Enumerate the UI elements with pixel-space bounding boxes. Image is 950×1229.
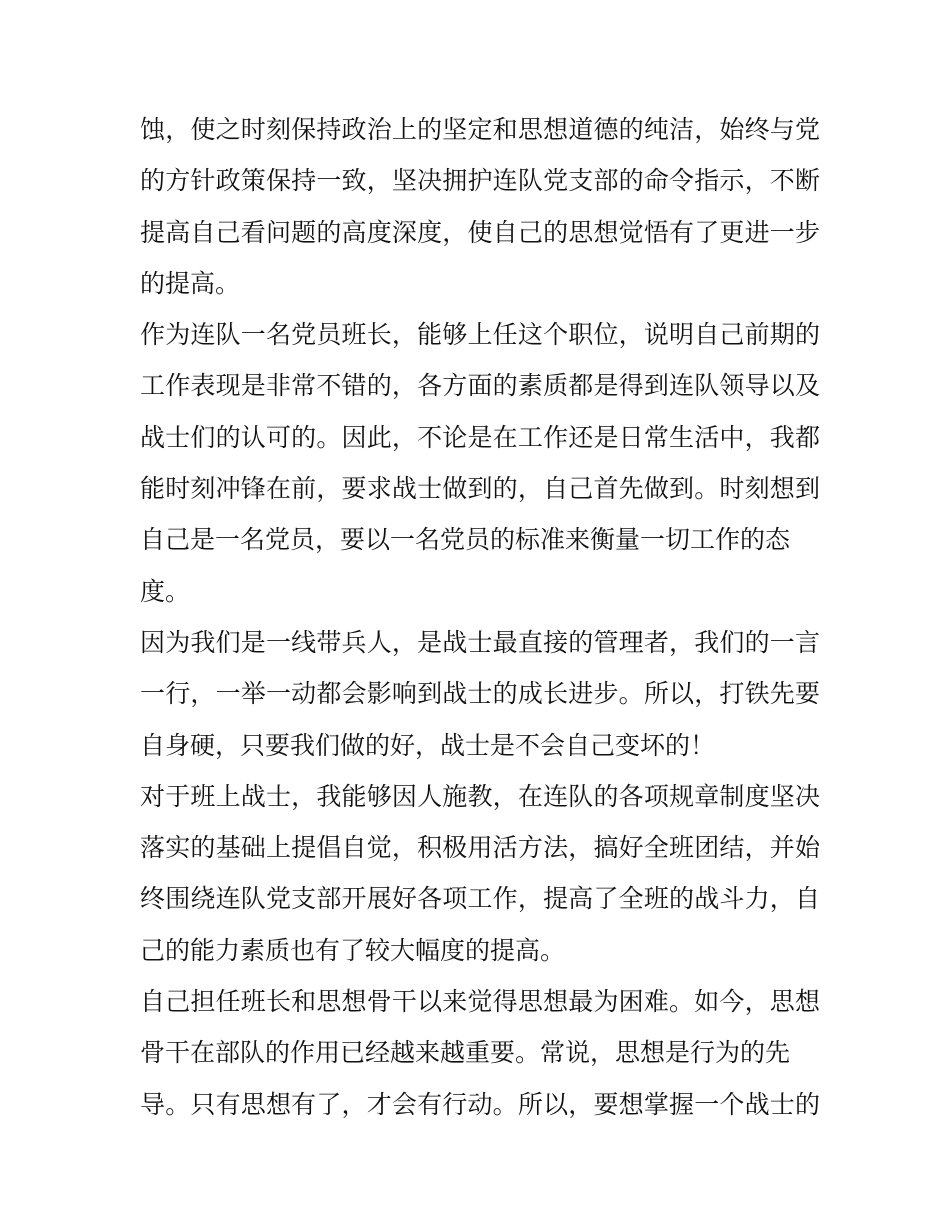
text-line: 自身硬，只要我们做的好，战士是不会自己变坏的！ [140,730,716,760]
text-line: 一行，一举一动都会影响到战士的成长进步。所以，打铁先要 [140,679,820,709]
text-line: 的方针政策保持一致，坚决拥护连队党支部的命令指示，不断 [140,166,820,196]
text-line: 自己担任班长和思想骨干以来觉得思想最为困难。如今，思想 [140,987,820,1017]
text-line: 落实的基础上提倡自觉，积极用活方法，搞好全班团结，并始 [140,833,820,863]
text-line: 作为连队一名党员班长，能够上任这个职位，说明自己前期的 [140,320,820,350]
text-line: 骨干在部队的作用已经越来越重要。常说，思想是行为的先 [140,1038,791,1068]
text-line: 提高自己看问题的高度深度，使自己的思想觉悟有了更进一步 [140,217,820,247]
text-line: 能时刻冲锋在前，要求战士做到的，自己首先做到。时刻想到 [140,474,820,504]
text-line: 工作表现是非常不错的，各方面的素质都是得到连队领导以及 [140,371,820,401]
paragraph-4 [140,771,820,976]
text-line: 蚀，使之时刻保持政治上的坚定和思想道德的纯洁，始终与党 [140,115,820,144]
text-line: 导。只有思想有了，才会有行动。所以，要想掌握一个战士的 [140,1089,820,1119]
text-line: 己的能力素质也有了较大幅度的提高。 [140,935,566,965]
text-line: 对于班上战士，我能够因人施教，在连队的各项规章制度坚决 [140,781,820,811]
text-line: 自己是一名党员，要以一名党员的标准来衡量一切工作的态 [140,525,791,555]
paragraph-5 [140,976,820,1130]
paragraph-2 [140,309,820,617]
paragraph-1 [140,104,820,309]
document-body [140,104,820,1130]
text-line: 度。 [140,576,191,606]
text-line: 的提高。 [140,268,241,298]
paragraph-3 [140,617,820,771]
text-line: 战士们的认可的。因此，不论是在工作还是日常生活中，我都 [140,422,820,452]
text-line: 终围绕连队党支部开展好各项工作，提高了全班的战斗力，自 [140,884,820,914]
text-line: 因为我们是一线带兵人，是战士最直接的管理者，我们的一言 [140,627,820,657]
